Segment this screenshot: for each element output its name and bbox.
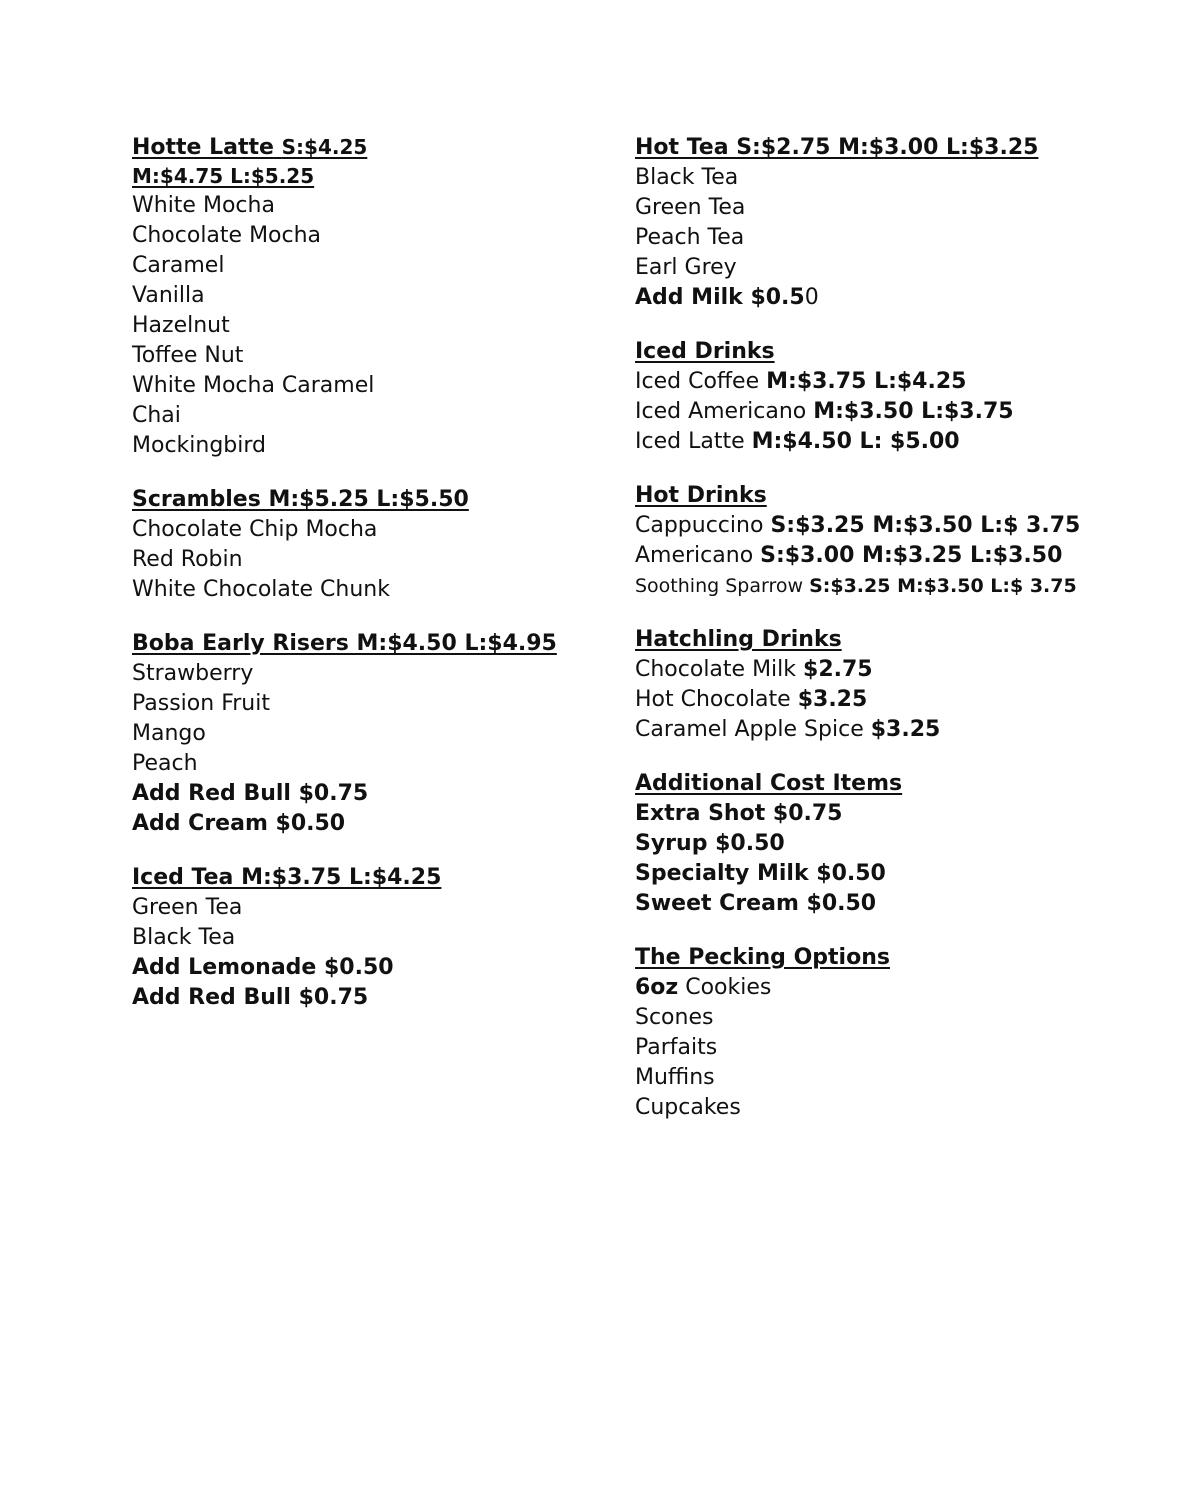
pecking-section (635, 943, 1155, 1123)
addon-item: Specialty Milk $0.50 (635, 861, 886, 886)
item-price: M:$3.50 L:$3.75 (813, 399, 1014, 424)
item-price: S:$3.25 M:$3.50 L:$ 3.75 (809, 575, 1077, 597)
list-item (635, 427, 1155, 457)
pecking-header: The Pecking Options (635, 945, 890, 970)
list-item: Parfaits (635, 1035, 718, 1060)
item-size: 6oz (635, 975, 679, 1000)
list-item: Green Tea (635, 195, 746, 220)
list-item: Caramel (132, 253, 225, 278)
list-item: White Mocha (132, 193, 275, 218)
item-name: Chocolate Milk (635, 657, 797, 682)
list-item: Chocolate Chip Mocha (132, 517, 378, 542)
item-price: $3.25 (870, 717, 941, 742)
addon-item: Add Cream $0.50 (132, 811, 346, 836)
addon-item: Add Red Bull $0.75 (132, 985, 369, 1010)
list-item: Earl Grey (635, 255, 737, 280)
list-item (635, 397, 1155, 427)
list-item: Hazelnut (132, 313, 230, 338)
list-item (635, 367, 1155, 397)
hot-drinks-section (635, 481, 1155, 601)
scrambles-header: Scrambles M:$5.25 L:$5.50 (132, 487, 469, 512)
list-item: Cupcakes (635, 1095, 741, 1120)
hot-drinks-header: Hot Drinks (635, 483, 767, 508)
list-item (635, 511, 1155, 541)
iced-drinks-section (635, 337, 1155, 457)
list-item: Peach (132, 751, 198, 776)
hatchling-section (635, 625, 1155, 745)
item-name: Iced Coffee (635, 369, 767, 394)
boba-section (132, 629, 572, 839)
addon-item: Add Red Bull $0.75 (132, 781, 369, 806)
addon-item: Sweet Cream $0.50 (635, 891, 877, 916)
list-item: Red Robin (132, 547, 243, 572)
hotte-latte-header (132, 133, 452, 191)
item-price: M:$4.50 L: $5.00 (751, 429, 960, 454)
hot-tea-header: Hot Tea S:$2.75 M:$3.00 L:$3.25 (635, 135, 1039, 160)
list-item: Chocolate Mocha (132, 223, 322, 248)
hot-tea-section (635, 133, 1155, 313)
item-name: Caramel Apple Spice (635, 717, 864, 742)
item-price: $3.25 (797, 687, 868, 712)
additional-header: Additional Cost Items (635, 771, 903, 796)
list-item (635, 973, 1155, 1003)
list-item: Peach Tea (635, 225, 745, 250)
list-item (635, 541, 1155, 571)
list-item: Scones (635, 1005, 714, 1030)
list-item (635, 715, 1155, 745)
item-price: S:$3.25 M:$3.50 L:$ 3.75 (770, 513, 1081, 538)
item-price: M:$3.75 L:$4.25 (766, 369, 967, 394)
item-name: Cookies (685, 975, 772, 1000)
list-item: Mango (132, 721, 206, 746)
list-item: Passion Fruit (132, 691, 270, 716)
iced-drinks-header: Iced Drinks (635, 339, 775, 364)
list-item: Chai (132, 403, 181, 428)
list-item (635, 655, 1155, 685)
scrambles-section (132, 485, 572, 605)
item-price: $2.75 (803, 657, 873, 682)
list-item: Black Tea (132, 925, 236, 950)
addon-item: Syrup $0.50 (635, 831, 785, 856)
item-price: S:$3.00 M:$3.25 L:$3.50 (760, 543, 1063, 568)
list-item: White Chocolate Chunk (132, 577, 390, 602)
list-item: White Mocha Caramel (132, 373, 375, 398)
left-column (132, 133, 572, 1037)
boba-header: Boba Early Risers M:$4.50 L:$4.95 (132, 631, 557, 656)
list-item: Vanilla (132, 283, 205, 308)
right-column (635, 133, 1155, 1147)
list-item: Muffins (635, 1065, 715, 1090)
list-item (635, 571, 1155, 601)
iced-tea-section (132, 863, 572, 1013)
list-item (635, 685, 1155, 715)
addon-item: Add Lemonade $0.50 (132, 955, 394, 980)
item-name: Americano (635, 543, 754, 568)
item-name: Iced Latte (635, 429, 745, 454)
section-title: Hotte Latte (132, 135, 274, 160)
item-name: Hot Chocolate (635, 687, 791, 712)
list-item: Toffee Nut (132, 343, 244, 368)
list-item: Green Tea (132, 895, 243, 920)
hatchling-header: Hatchling Drinks (635, 627, 842, 652)
section-prices: S:$4.25 M:$4.75 L:$5.25 (132, 135, 368, 188)
addon-item (635, 283, 1155, 313)
list-item: Black Tea (635, 165, 739, 190)
item-name: Soothing Sparrow (635, 575, 804, 597)
item-name: Cappuccino (635, 513, 764, 538)
hotte-latte-section (132, 133, 572, 461)
iced-tea-header: Iced Tea M:$3.75 L:$4.25 (132, 865, 442, 890)
list-item: Mockingbird (132, 433, 266, 458)
additional-section (635, 769, 1155, 919)
item-name: Iced Americano (635, 399, 814, 424)
addon-tail: 0 (804, 285, 819, 310)
list-item: Strawberry (132, 661, 254, 686)
addon-label: Add Milk $0.5 (635, 285, 805, 310)
addon-item: Extra Shot $0.75 (635, 801, 843, 826)
